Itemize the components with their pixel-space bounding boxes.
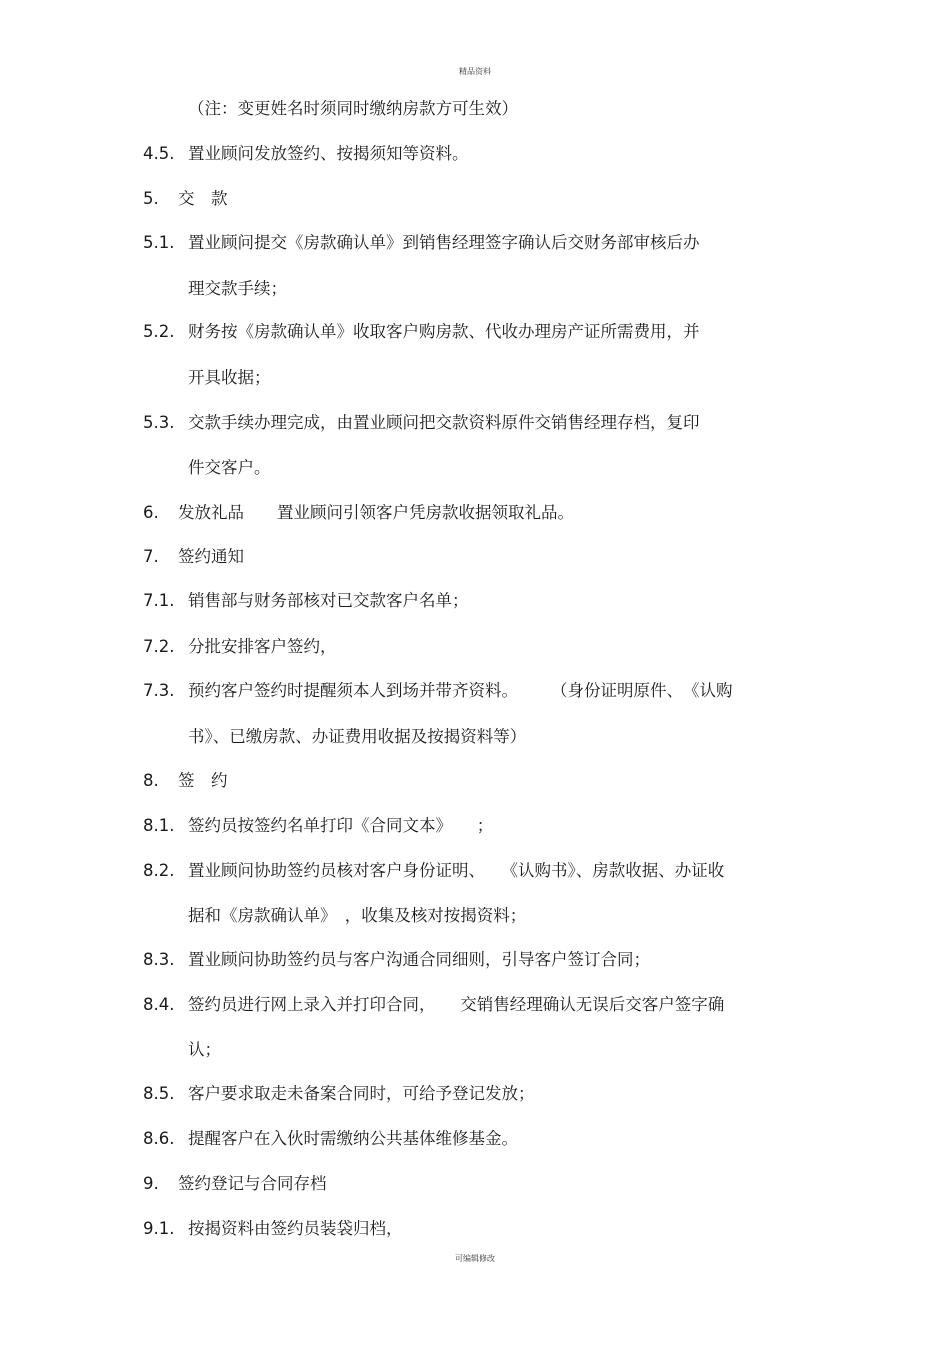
page-footer-note: 可编辑修改 [455, 1254, 495, 1263]
line-text: 签约登记与合同存档 [178, 1174, 327, 1193]
line-number: 9. [143, 1174, 159, 1193]
line-text: 提醒客户在入伙时需缴纳公共基体维修基金。 [188, 1129, 518, 1148]
line-number: 9.1. [143, 1219, 175, 1238]
line-number: 6. [143, 503, 159, 522]
line-number: 7.2. [143, 637, 175, 656]
line-text: 预约客户签约时提醒须本人到场并带齐资料。 （身份证明原件、 《认购 [188, 681, 733, 700]
line-number: 4.5. [143, 144, 175, 163]
line-number: 5.2. [143, 322, 175, 341]
line-text: 置业顾问发放签约、按揭须知等资料。 [188, 144, 469, 163]
line-number: 5.3. [143, 413, 175, 432]
page-header-note: 精品资料 [459, 67, 491, 76]
line-text: 财务按《房款确认单》收取客户购房款、代收办理房产证所需费用，并 [188, 322, 700, 341]
line-number: 7.1. [143, 591, 175, 610]
line-text: 置业顾问提交《房款确认单》到销售经理签字确认后交财务部审核后办 [188, 233, 700, 252]
line-text: 签 约 [178, 771, 228, 790]
line-text: 认； [188, 1040, 221, 1059]
line-number: 8.1. [143, 816, 175, 835]
line-text: 置业顾问协助签约员核对客户身份证明、 《认购书》、房款收据、办证收 [188, 861, 725, 880]
line-text: 签约通知 [178, 547, 244, 566]
line-number: 8.5. [143, 1084, 175, 1103]
line-number: 7.3. [143, 681, 175, 700]
line-text: 分批安排客户签约， [188, 637, 337, 656]
line-text: 理交款手续； [188, 279, 287, 298]
line-text: 交 款 [178, 189, 228, 208]
line-number: 8.2. [143, 861, 175, 880]
line-text: 书》、已缴房款、办证费用收据及按揭资料等） [188, 727, 527, 746]
line-text: （注：变更姓名时须同时缴纳房款方可生效） [188, 99, 518, 118]
line-text: 签约员进行网上录入并打印合同， 交销售经理确认无误后交客户签字确 [188, 995, 725, 1014]
line-text: 发放礼品 置业顾问引领客户凭房款收据领取礼品。 [178, 503, 574, 522]
line-text: 销售部与财务部核对已交款客户名单； [188, 591, 469, 610]
line-text: 客户要求取走未备案合同时，可给予登记发放； [188, 1084, 535, 1103]
line-number: 7. [143, 547, 159, 566]
line-number: 8.4. [143, 995, 175, 1014]
line-text: 据和《房款确认单》 ，收集及核对按揭资料； [188, 906, 527, 925]
line-text: 开具收据； [188, 368, 271, 387]
line-number: 8.3. [143, 950, 175, 969]
line-text: 签约员按签约名单打印《合同文本》 ； [188, 816, 494, 835]
line-number: 8. [143, 771, 159, 790]
line-text: 件交客户。 [188, 458, 271, 477]
line-text: 置业顾问协助签约员与客户沟通合同细则，引导客户签订合同； [188, 950, 650, 969]
line-text: 按揭资料由签约员装袋归档， [188, 1219, 403, 1238]
line-number: 8.6. [143, 1129, 175, 1148]
line-number: 5.1. [143, 233, 175, 252]
line-text: 交款手续办理完成，由置业顾问把交款资料原件交销售经理存档，复印 [188, 413, 700, 432]
line-number: 5. [143, 189, 159, 208]
